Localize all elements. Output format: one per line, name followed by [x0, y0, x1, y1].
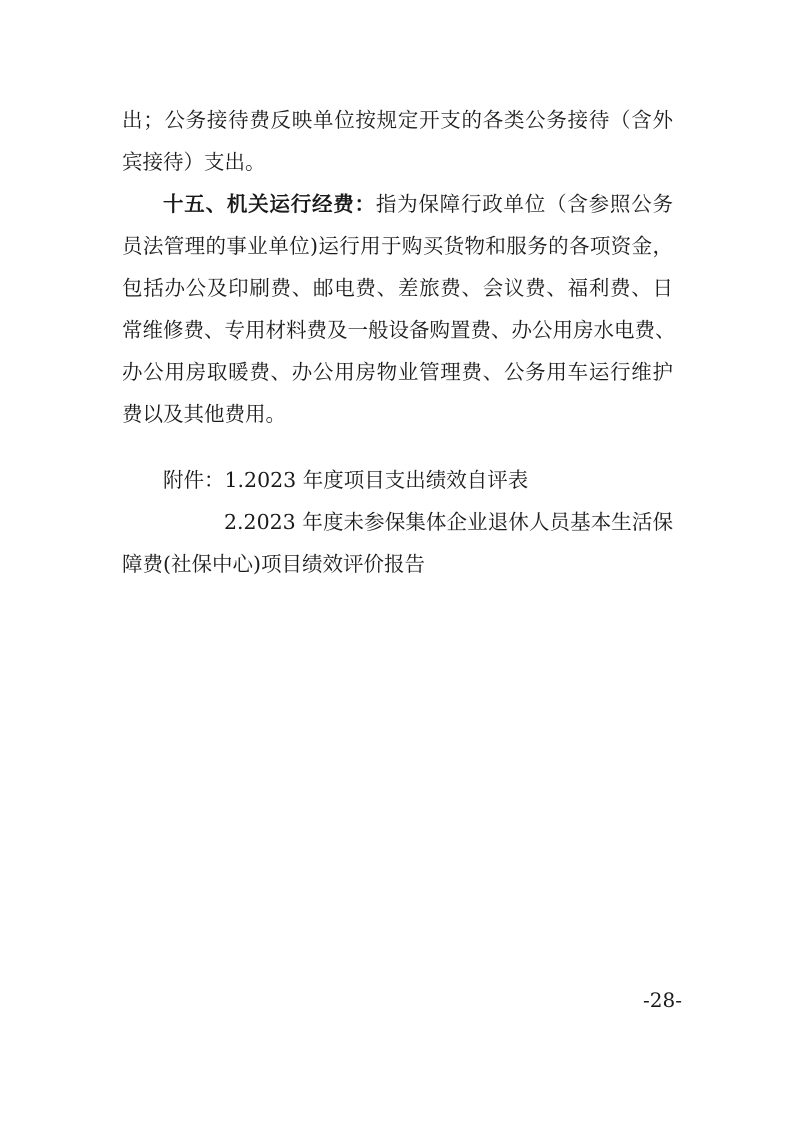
- paragraph-b-line-6: 费以及其他费用。: [122, 402, 286, 426]
- paragraph-b-line-3: 包括办公及印刷费、邮电费、差旅费、会议费、福利费、日: [122, 276, 673, 300]
- page-number: -28-: [643, 988, 682, 1012]
- paragraph-b-line-2: 员法管理的事业单位)运行用于购买货物和服务的各项资金，: [122, 234, 673, 258]
- paragraph-b-line-1-text: 指为保障行政单位（含参照公务: [375, 192, 674, 216]
- paragraph-a-line-2: 宾接待）支出。: [122, 150, 266, 174]
- paragraph-b-line-5: 办公用房取暖费、办公用房物业管理费、公务用车运行维护: [122, 360, 673, 384]
- attachment-list-first: [163, 466, 528, 494]
- section-heading: 十五、机关运行经费：: [163, 192, 376, 216]
- paragraph-b-line-4: 常维修费、专用材料费及一般设备购置费、办公用房水电费、: [122, 318, 676, 342]
- attachment-item-2-line-2: 障费(社保中心)项目绩效评价报告: [122, 552, 425, 576]
- attachment-label: 附件：: [163, 468, 225, 492]
- attachment-item-2-line-1: 2.2023 年度未参保集体企业退休人员基本生活保: [224, 510, 673, 534]
- attachment-item-1: 1.2023 年度项目支出绩效自评表: [224, 468, 529, 492]
- paragraph-a-line-1: 出；公务接待费反映单位按规定开支的各类公务接待（含外: [122, 108, 673, 132]
- paragraph-b-line-1: [163, 190, 673, 218]
